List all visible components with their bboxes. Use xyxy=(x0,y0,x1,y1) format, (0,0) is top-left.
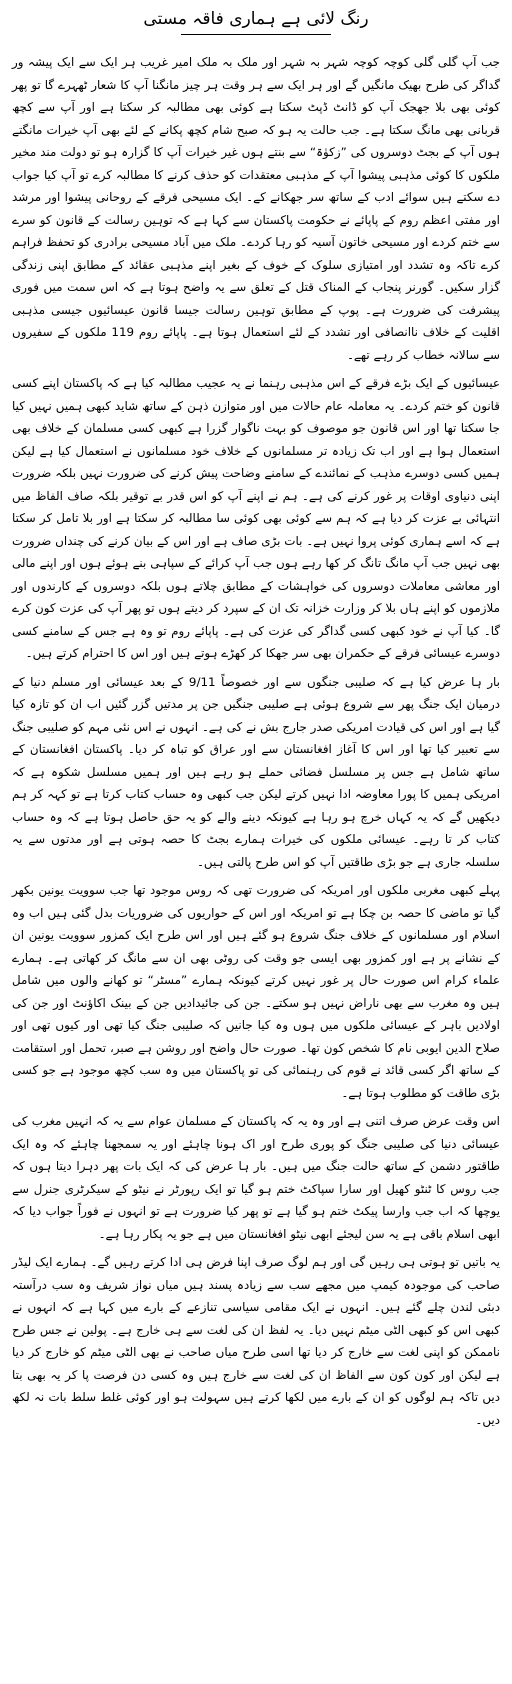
article-paragraph-1: جب آپ گلی گلی کوچہ کوچہ شہر بہ شہر اور ملک بہ ملک امیر غریب ہر ایک سے ایک پیشہ ور گداگر کی طرح بھیک مانگیں گے اور ہر ایک سے ہر وقت ہر چیز مانگنا آپ کا شعار ٹھہرے گا تو پھر کوئی بھی بلا جھجک آپ کو ڈانٹ ڈپٹ سکتا ہے کوئی بھی مطالبہ کر سکتا ہے اور آپ سے کچھ قربانی بھی مانگ سکتا ہے۔ جب حالت یہ ہو کہ صبح شام کچھ پکانے کے لئے بھی آپ خیرات مانگتے ہوں آپ کے بجٹ دوسروں کی ”زکوٰۃ“ سے بنتے ہوں غیر خیرات آپ کا گزارہ ہو تو دولت مند مخیر ملکوں کا کوئی مذہبی پیشوا آپ کے مذہبی معتقدات کو حذف کرنے کا مطالبہ کرے تو آپ کیا جواب دے سکتے ہیں سوائے ادب کے ساتھ سر جھکانے کے۔ ایک مسیحی فرقے کے روحانی پیشوا اور مرشد اور مفتی اعظم روم کے پاپائے نے حکومت پاکستان سے کہا ہے کہ توہین رسالت کے قانون کو سرے سے ختم کردے اور مسیحی خاتون آسیہ کو رہا کردے۔ ملک میں آباد مسیحی برادری کو تحفظ فراہم کرے تاکہ وہ تشدد اور امتیازی سلوک کے خوف کے بغیر اپنے مذہبی عقائد کے مطابق اپنی زندگی گزار سکیں۔ گورنر پنجاب کے المناک قتل کے تعلق سے یہ واضح ہوتا ہے کہ اس سمت میں فوری پیشرفت کی ضرورت ہے۔ پوپ کے مطابق توہین رسالت جیسا قانون عیسائیوں جیسی مذہبی اقلیت کے خلاف ناانصافی اور تشدد کے لئے استعمال ہوتا ہے۔ پاپائے روم 119 ملکوں کے سفیروں سے سالانہ خطاب کر رہے تھے۔ xyxy=(12,55,500,362)
article-paragraph-2: عیسائیوں کے ایک بڑے فرقے کے اس مذہبی رہنما نے یہ عجیب مطالبہ کیا ہے کہ پاکستان اپنے کسی قانون کو ختم کردے۔ یہ معاملہ عام حالات میں اور متوازن ذہن کے ساتھ شاید کبھی ہمیں نہیں کیا جا سکتا تھا اور اس قانون جو موصوف کو بہت ناگوار گزرا ہے کبھی کسی مسلمان کے خلاف بھی استعمال ہوا ہے اور اب تک زیادہ تر مسلمانوں کے خلاف خود مسلمانوں نے استعمال کیا ہے لیکن ہمیں کسی دوسرے مذہب کے نمائندے کے سامنے وضاحت پیش کرنے کی ضرورت نہیں بلکہ ضرورت اپنی دنیاوی اوقات پر غور کرنے کی ہے۔ ہم نے اپنے آپ کو اس قدر بے توقیر بلکہ صاف الفاظ میں انتہائی بے عزت کر دیا ہے کہ ہم سے کوئی بھی کوئی سا مطالبہ کر سکتا ہے اور بلا تامل کر سکتا ہے کہ اسے ہماری کوئی پروا نہیں ہے۔ بات بڑی صاف ہے اور اس کے بیان کرنے کی چنداں ضرورت بھی نہیں جب آپ مانگ تانگ کر کھا رہے ہوں جب آپ کرائے کے سپاہی بنے ہوئے ہوں اور اپنے مالی اور معاشی معاملات دوسروں کی خواہشات کے مطابق چلاتے ہوں بلکہ دوسروں کے کارندوں اور ملازموں کو اپنے ہاں بلا کر وزارت خزانہ تک ان کے سپرد کر دیتے ہوں تو پھر آپ کی عزت کون کرے گا۔ کیا آپ نے خود کبھی کسی گداگر کی عزت کی ہے۔ پاپائے روم تو وہ ہے جس کے سامنے کسی دوسرے عیسائی فرقے کے حکمران بھی سر جھکا کر کھڑے ہوتے ہیں اور اس کا احترام کرتے ہیں۔ xyxy=(12,376,500,660)
article-paragraph-4: پہلے کبھی مغربی ملکوں اور امریکہ کی ضرورت تھی کہ روس موجود تھا جب سوویت یونین بکھر گیا تو ماضی کا حصہ بن چکا ہے تو امریکہ اور اس کے حواریوں کی ضروریات بدل گئی ہیں اب وہ اسلام اور مسلمانوں کے خلاف جنگ شروع ہو گئے ہیں اور اس طرح ایک کمزور سوویت یونین ان کے نشانے پر ہے اور کمزور بھی ایسی جو وقت کی روٹی بھی ان سے مانگ کر کھاتی ہے۔ ہمارے علماء کرام اس صورت حال پر غور نہیں کرتے کیونکہ ہمارے ”مسٹر“ تو کھانے والوں میں شامل ہیں وہ مغرب سے بھی ناراض نہیں ہو سکتے۔ جن کی جائیدادیں جن کے بینک اکاؤنٹ اور جن کی اولادیں باہر کے عیسائی ملکوں میں ہوں وہ کیا جانیں کہ صلیبی جنگ کیا تھی اور کیوں تھی اور صلاح الدین ایوبی نام کا شخص کون تھا۔ صورت حال واضح اور روشن ہے صبر، تحمل اور استقامت کے ساتھ اگر کسی قائد نے قوم کی رہنمائی کی تو پاکستان میں وہ سب کچھ موجود ہے جو کسی بڑی طاقت کو مطلوب ہوتا ہے۔ xyxy=(12,883,500,1100)
article-paragraph-5: اس وقت عرض صرف اتنی ہے اور وہ یہ کہ پاکستان کے مسلمان عوام سے یہ کہ انہیں مغرب کی عیسائی دنیا کی صلیبی جنگ کو پوری طرح اور اک ہونا چاہئے اور یہ سمجھنا چاہئے کہ وہ ایک طاقتور دشمن کے ساتھ حالت جنگ میں ہیں۔ بار ہا عرض کی کہ ایک بات پھر دہرا دیتا ہوں کہ جب روس کا ٹنٹو کھیل اور سارا سپاکٹ ختم ہو گیا تو ایک رپورٹر نے نیٹو کے سیکرٹری جنرل سے یوچھا کہ اب جب وارسا پیکٹ ختم ہو گیا ہے تو پھر کیا ضرورت ہے تو انہوں نے فوراً جواب دیا کہ ابھی اسلام باقی ہے یہ سن لیجئے ابھی نیٹو افغانستان میں ہے جو یہ پکار رہا ہے۔ xyxy=(12,1114,500,1241)
article-title: رنگ لائی ہے ہماری فاقہ مستی xyxy=(143,9,369,29)
article-paragraph-6: یہ باتیں تو ہوتی ہی رہیں گی اور ہم لوگ صرف اپنا فرض ہی ادا کرتے رہیں گے۔ ہمارے ایک لیڈر صاحب کی موجودہ کیمپ میں مجھے سب سے زیادہ پسند ہیں میاں نواز شریف وہ سب درآستہ دبئی لندن چلے گئے ہیں۔ انہوں نے ایک مقامی سیاسی تنازعے کے بارے میں کہا ہے کہ انہوں نے کبھی اس کو کبھی الٹی میٹم نہیں دیا۔ یہ لفظ ان کی لغت سے ہی خارج ہے۔ پولین نے جس طرح ناممکن کو اپنی لغت سے خارج کر دیا تھا اسی طرح میاں صاحب نے بھی الٹی میٹم کو خارج کر دیا ہے لیکن اور کون کون سے الفاظ ان کی لغت سے خارج ہیں وہ کسی دن فرصت پا کر یہ بھی بتا دیں تاکہ ہم لوگوں کو ان کے بارے میں لکھا کرتے ہیں سہولت ہو اور کوئی غلط سلط بات نہ لکھ دیں۔ xyxy=(12,1255,500,1427)
article-paragraph-3: بار ہا عرض کیا ہے کہ صلیبی جنگوں سے اور خصوصاً 9/11 کے بعد عیسائی اور مسلم دنیا کے درمیان ایک جنگ پھر سے شروع ہوئی ہے صلیبی جنگیں جن پر مدتیں گزر گئیں اب ان کو تازہ کیا گیا ہے اور اس کی قیادت امریکی صدر جارج بش نے کی ہے۔ انہوں نے اس نئی مہم کو صلیبی جنگ سے تعبیر کیا تھا اور اس کا آغاز افغانستان سے اور عراق کو تباہ کر دیا۔ پاکستان افغانستان کے ساتھ شامل ہے جس پر مسلسل فضائی حملے ہو رہے ہیں اور ہمیں مسلسل شکوہ ہے کہ امریکی ہمیں کا پورا معاوضہ ادا نہیں کرتے لیکن جب کبھی وہ حساب کتاب کرتا ہے تو کہہ کر ہم دیکھیں گے کہ یہ کہاں خرچ ہو رہا ہے کیونکہ دینے والے کو یہ حق حاصل ہوتا ہے کہ وہ حساب کتاب کر تا رہے۔ عیسائی ملکوں کی خیرات ہمارے بجٹ کا حصہ ہوتی ہے اور مدتوں سے یہ سلسلہ جاری ہے جو بڑی طاقتیں آپ کو اس طرح پالتی ہیں۔ xyxy=(12,674,500,869)
title-underline xyxy=(181,34,331,35)
